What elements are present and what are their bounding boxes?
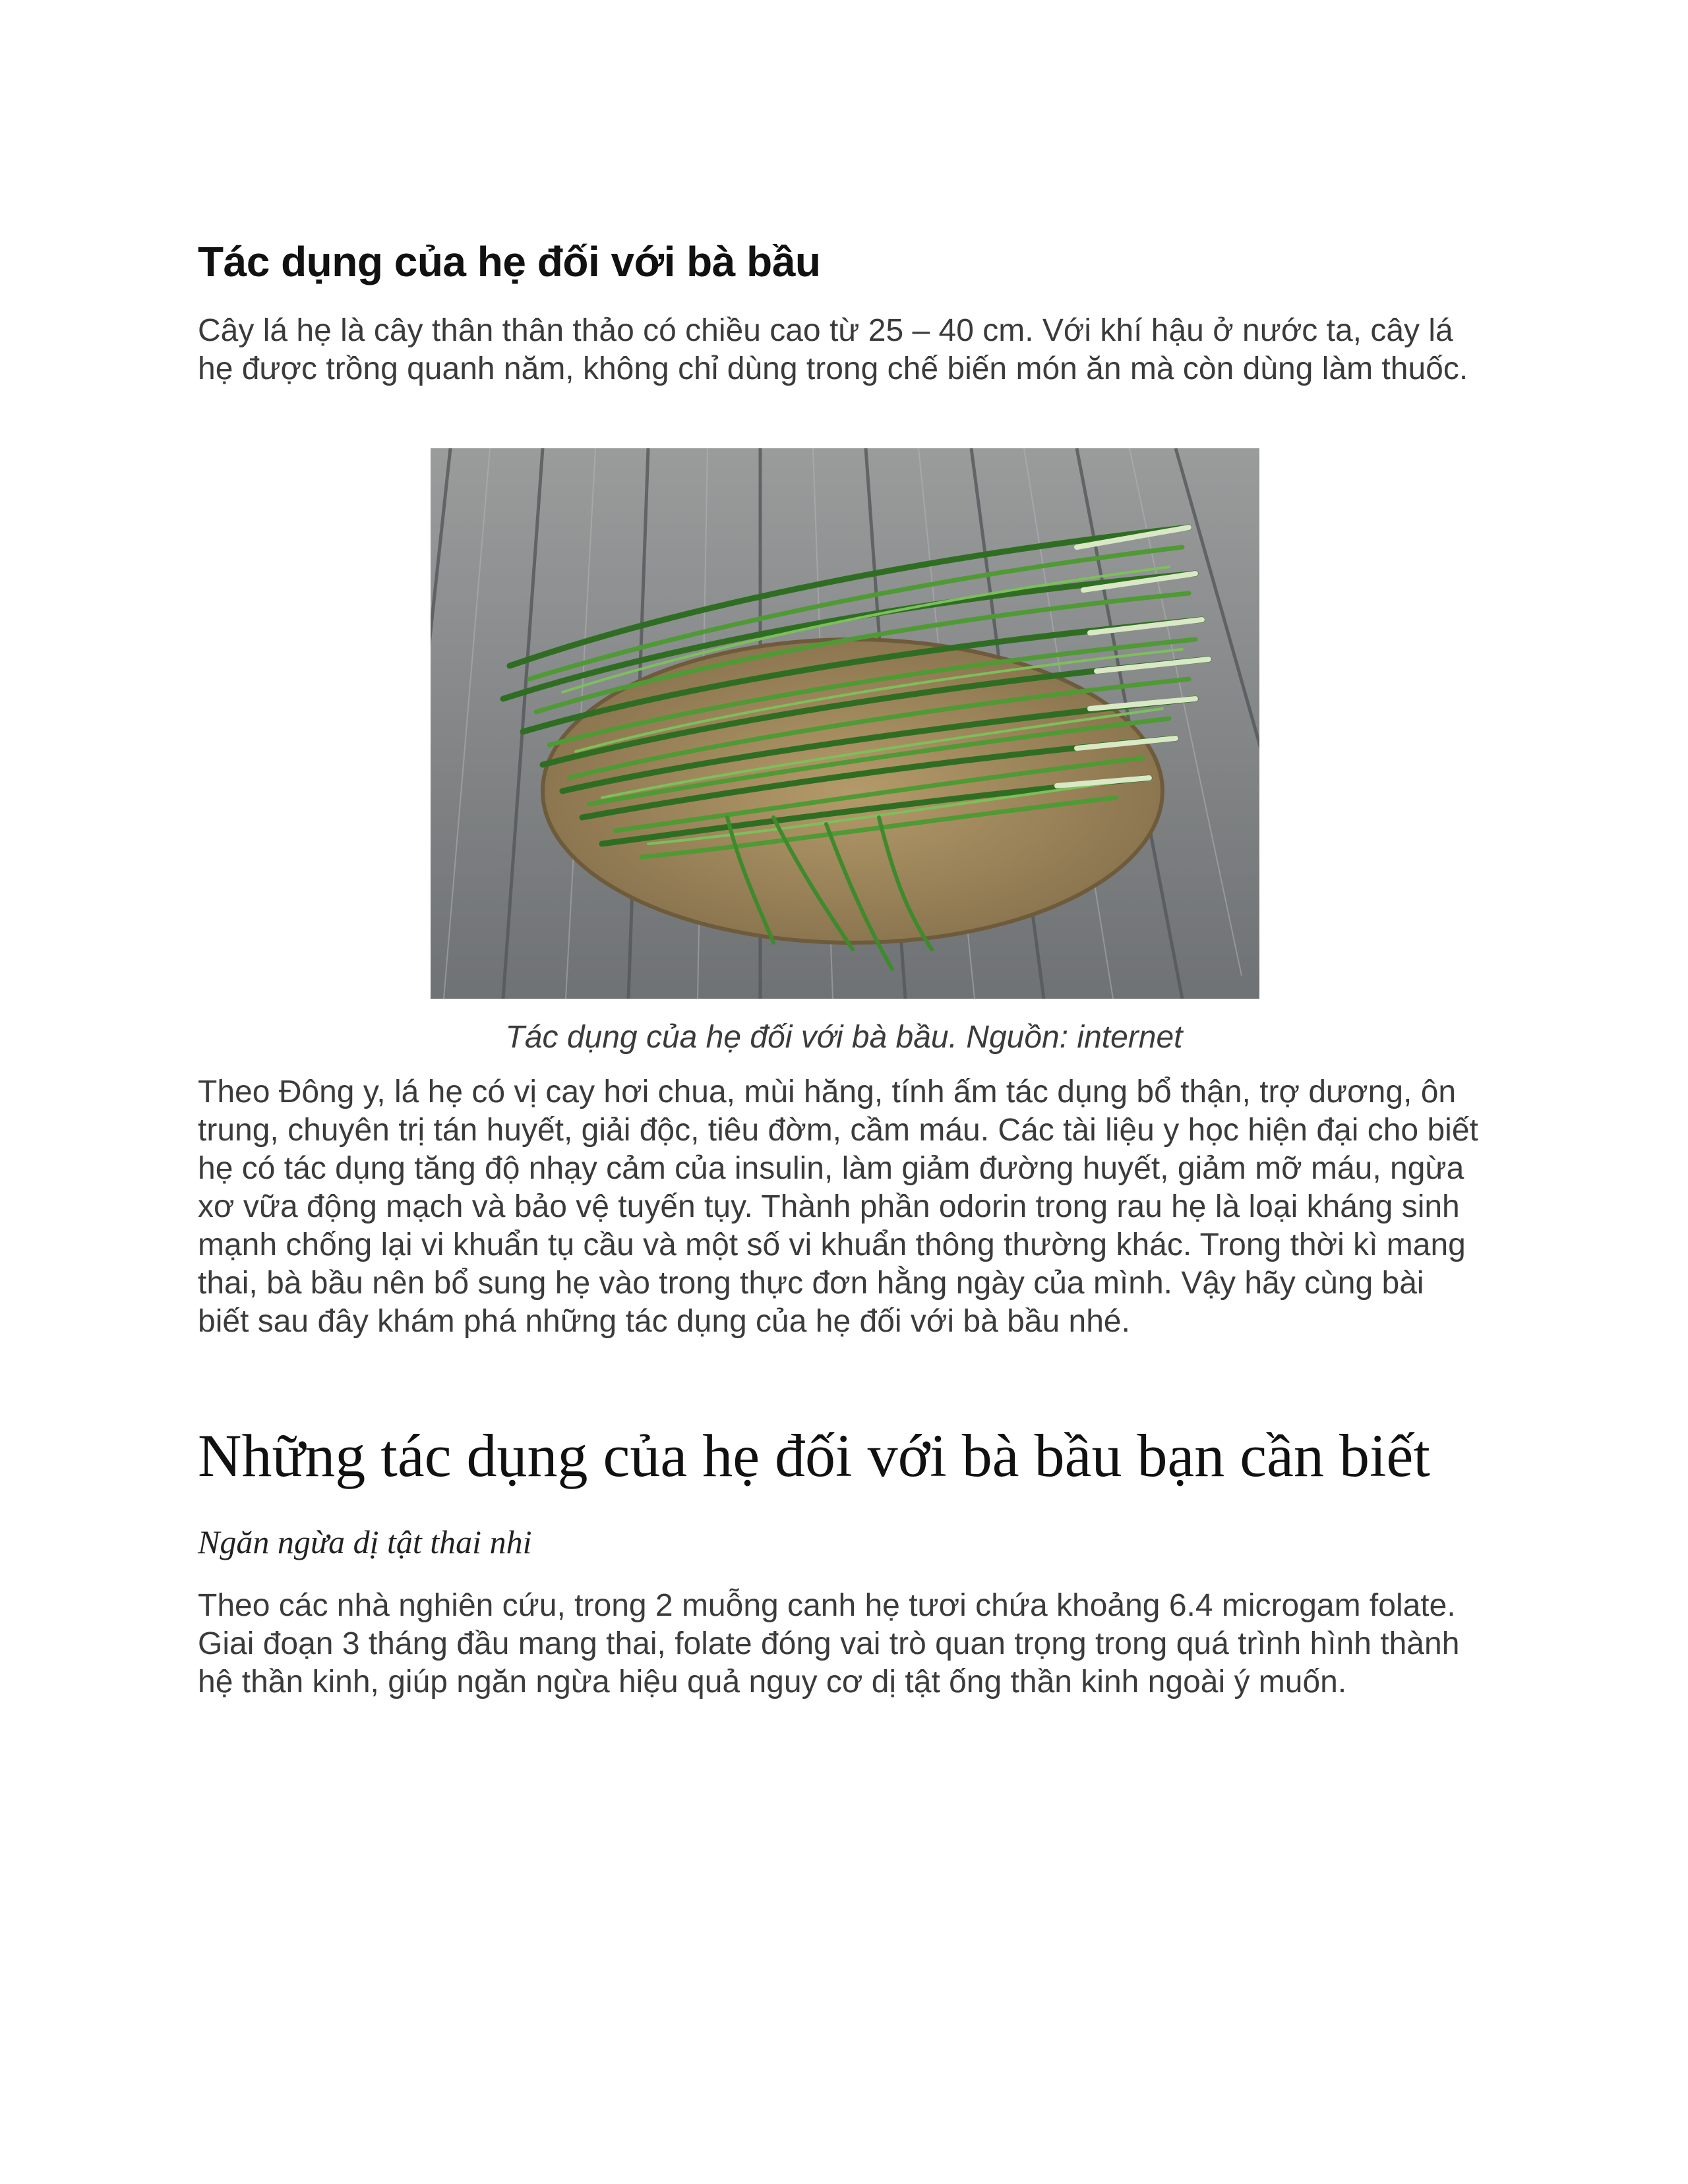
- subsection-paragraph: Theo các nhà nghiên cứu, trong 2 muỗng canh hẹ tươi chứa khoảng 6.4 microgam folate. Giai đoạn 3 tháng đầu mang thai, folate đóng vai trò quan trọng trong quá trình hình thành hệ thần kinh, giúp ngăn ngừa hiệu quả nguy cơ dị tật ống thần kinh ngoài ý muốn.: [198, 1588, 1460, 1699]
- figure-caption: Tác dụng của hẹ đối với bà bầu. Nguồn: internet: [505, 1020, 1183, 1055]
- chive-photo: [431, 448, 1259, 999]
- article-title: Tác dụng của hẹ đối với bà bầu: [198, 238, 821, 285]
- section-heading: Những tác dụng của hẹ đối với bà bầu bạn cần biết: [198, 1422, 1430, 1489]
- intro-paragraph: Cây lá hẹ là cây thân thân thảo có chiều cao từ 25 – 40 cm. Với khí hậu ở nước ta, cây lá hẹ được trồng quanh năm, không chỉ dùng trong chế biến món ăn mà còn dùng làm thuốc.: [198, 313, 1468, 386]
- subsection-heading: Ngăn ngừa dị tật thai nhi: [198, 1523, 532, 1560]
- body-paragraph: Theo Đông y, lá hẹ có vị cay hơi chua, mùi hăng, tính ấm tác dụng bổ thận, trợ dương, ôn trung, chuyên trị tán huyết, giải độc, tiêu đờm, cầm máu. Các tài liệu y học hiện đại cho biết hẹ có tác dụng tăng độ nhạy cảm của insulin, làm giảm đường huyết, giảm mỡ máu, ngừa xơ vữa động mạch và bảo vệ tuyến tụy. Thành phần odorin trong rau hẹ là loại kháng sinh mạnh chống lại vi khuẩn tụ cầu và một số vi khuẩn thông thường khác. Trong thời kì mang thai, bà bầu nên bổ sung hẹ vào trong thực đơn hằng ngày của mình. Vậy hãy cùng bài biết sau đây khám phá những tác dụng của hẹ đối với bà bầu nhé.: [198, 1075, 1478, 1339]
